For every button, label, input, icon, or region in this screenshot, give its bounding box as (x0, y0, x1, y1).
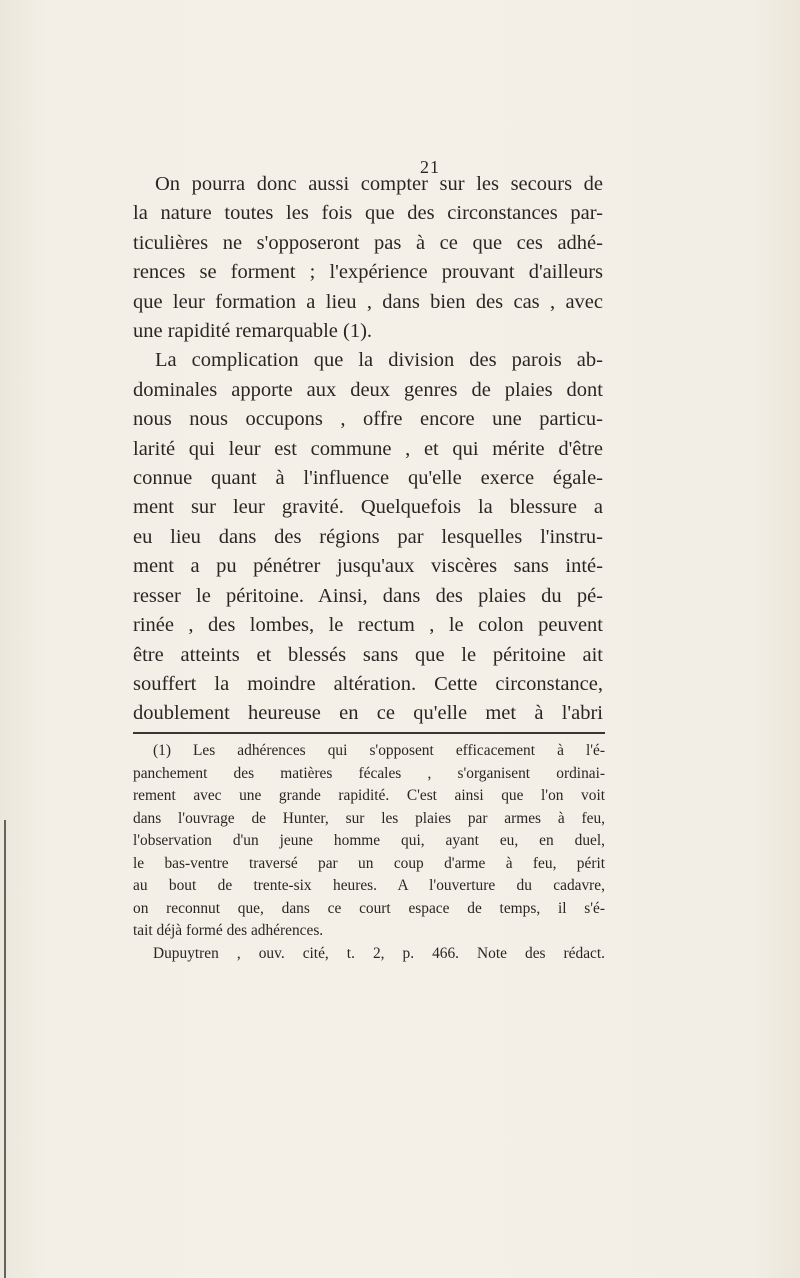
text-line: doublement heureuse en ce qu'elle met à l'abri (133, 702, 603, 725)
main-text-block (133, 170, 603, 729)
text-line: resser le péritoine. Ainsi, dans des plaies du pé- (133, 584, 603, 607)
footnote-line: le bas-ventre traversé par un coup d'arme à feu, périt (133, 854, 605, 872)
text-line: larité qui leur est commune , et qui mérite d'être (133, 437, 603, 460)
text-line: dominales apporte aux deux genres de plaies dont (133, 378, 603, 401)
footnote-line: au bout de trente-six heures. A l'ouverture du cadavre, (133, 877, 605, 894)
text-line: être atteints et blessés sans que le péritoine ait (133, 643, 603, 666)
text-line: eu lieu dans des régions par lesquelles l'instru- (133, 525, 603, 548)
text-line: que leur formation a lieu , dans bien des cas , avec (133, 290, 603, 313)
text-line: souffert la moindre altération. Cette circonstance, (133, 672, 603, 695)
page-number: 21 (420, 157, 440, 177)
text-line: connue quant à l'influence qu'elle exerce égale- (133, 467, 603, 490)
text-line: rences se forment ; l'expérience prouvant d'ailleurs (133, 261, 603, 284)
footnote-line: (1) Les adhérences qui s'opposent efficacement à l'é- (153, 742, 605, 759)
footnote-block (133, 740, 605, 965)
text-line: une rapidité remarquable (1). (133, 320, 373, 343)
text-line: On pourra donc aussi compter sur les secours de (155, 173, 603, 195)
footnote-divider (133, 732, 605, 734)
footnote-line: rement avec une grande rapidité. C'est ainsi que l'on voit (133, 787, 605, 804)
footnote-line: panchement des matières fécales , s'organisent ordinai- (133, 764, 605, 782)
page-edge-shadow (4, 820, 6, 1278)
text-line: rinée , des lombes, le rectum , le colon peuvent (133, 614, 603, 637)
text-line: ment a pu pénétrer jusqu'aux viscères sans inté- (133, 555, 603, 578)
text-line: la nature toutes les fois que des circonstances par- (133, 202, 603, 225)
footnote-citation: Dupuytren , ouv. cité, t. 2, p. 466. Note des rédact. (153, 944, 605, 962)
footnote-line: l'observation d'un jeune homme qui, ayant eu, en duel, (133, 832, 605, 849)
text-line: nous nous occupons , offre encore une particu- (133, 408, 603, 431)
text-line: ment sur leur gravité. Quelquefois la blessure a (133, 496, 603, 519)
footnote-line: tait déjà formé des adhérences. (133, 922, 324, 939)
text-line: ticulières ne s'opposeront pas à ce que ces adhé- (133, 231, 603, 254)
text-line: La complication que la division des parois ab- (155, 349, 603, 372)
footnote-line: dans l'ouvrage de Hunter, sur les plaies par armes à feu, (133, 809, 605, 827)
footnote-line: on reconnut que, dans ce court espace de temps, il s'é- (133, 899, 605, 917)
